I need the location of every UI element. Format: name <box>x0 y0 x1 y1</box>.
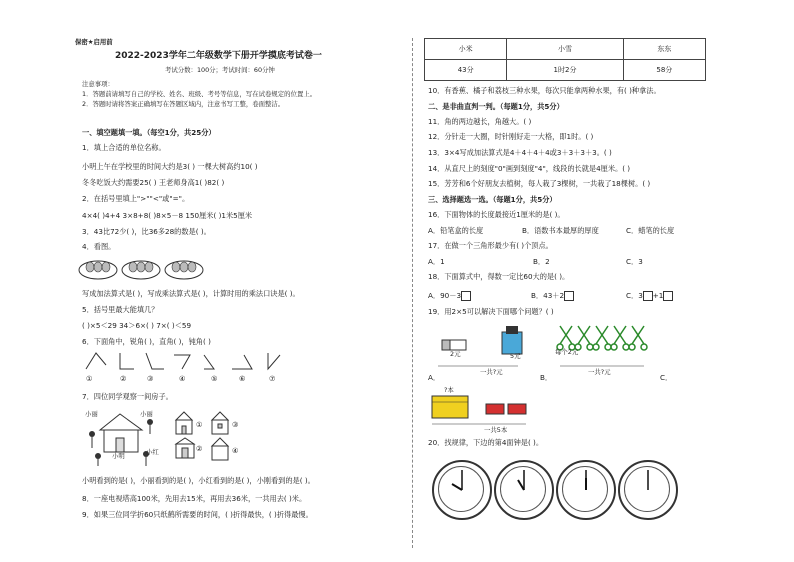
table-header-cell: 小雪 <box>507 39 623 60</box>
question-16-option-b: B．语数书本最厚的厚度 <box>522 226 599 235</box>
section-1-heading: 一、填空题填一填。（每空1分，共25分） <box>82 128 216 137</box>
clock-4 <box>618 460 678 520</box>
section-2-heading: 二、是非曲直判一判。（每题1分，共5分） <box>428 102 564 111</box>
kid-label-3: 小明 <box>112 452 125 460</box>
question-9: 9．如果三位同学折60只纸鹤所需要的时间，( )折得最快，( )折得最慢。 <box>82 510 313 519</box>
eraser-icon <box>442 340 466 350</box>
note-1: 1．答题前请填写自己的学校、姓名、班级、考号等信息，写在试卷规定的位置上。 <box>82 90 317 98</box>
question-16-option-c: C．蜡笔的长度 <box>626 226 675 235</box>
sharpener-icon <box>502 326 522 354</box>
exam-meta: 考试分数：100分；考试时间：60分钟 <box>165 66 275 74</box>
table-value-cell: 1时2分 <box>507 60 623 81</box>
plate-3 <box>165 261 203 279</box>
question-16: 16．下面物体的长度最接近1厘米的是( )。 <box>428 210 565 219</box>
question-18: 18．下面算式中，得数一定比60大的是( )。 <box>428 272 570 281</box>
question-4: 4．看图。 <box>82 242 116 251</box>
question-1: 1．填上合适的单位名称。 <box>82 143 166 152</box>
books-total-label: 一共5本 <box>484 426 508 434</box>
question-11: 11．角的两边越长，角越大。( ) <box>428 117 532 126</box>
clock-2 <box>494 460 554 520</box>
answer-box <box>564 291 574 301</box>
house-views <box>172 408 242 468</box>
question-1-row-b: 冬冬吃饭大约需要25( ) 王老师身高1( )82( ) <box>82 178 225 187</box>
time-table <box>424 38 706 81</box>
question-3: 3．43比72少( )，比36多28的数是( )。 <box>82 227 211 236</box>
view-label-2: ② <box>196 444 203 453</box>
kid-label-2: 小丽 <box>140 410 153 418</box>
section-3-heading: 三、选择题选一选。（每题1分，共5分） <box>428 195 557 204</box>
question-2-row: 4×4( )4+4 3×8+8( )8×5－8 150厘米( )1米5厘米 <box>82 211 253 220</box>
view-label-1: ① <box>196 420 203 429</box>
table-value-cell: 43分 <box>425 60 507 81</box>
answer-box <box>461 291 471 301</box>
question-5: 5．括号里最大能填几？ <box>82 305 159 314</box>
question-2: 2．在括号里填上">""<"或"="。 <box>82 194 190 203</box>
question-19-option-a: A． <box>428 373 441 382</box>
question-13: 13．3×4写成加法算式是4＋4＋4＋4或3＋3＋3＋3。( ) <box>428 148 612 157</box>
angle-label-1: ① <box>86 374 93 383</box>
column-divider <box>412 38 413 548</box>
notes-title: 注意事项： <box>82 80 114 88</box>
question-17: 17．在做一个三角形最少有( )个顶点。 <box>428 241 553 250</box>
table-value-cell: 58分 <box>623 60 705 81</box>
question-14: 14．从直尺上的刻度"0"画到刻度"4"，线段的长就是4厘米。( ) <box>428 164 631 173</box>
question-19: 19．用2×5可以解决下面哪个问题？( ) <box>428 307 554 316</box>
question-15: 15．芳芳和6个好朋友去植树，每人栽了3棵树，一共栽了18棵树。( ) <box>428 179 651 188</box>
question-10: 10．有香蕉、橘子和荔枝三种水果，每次只能拿两种水果，有( )种拿法。 <box>428 86 661 95</box>
angle-label-4: ④ <box>179 374 186 383</box>
angle-drawings <box>82 347 282 373</box>
answer-box <box>643 291 653 301</box>
question-17-option-c: C．3 <box>626 257 643 266</box>
pear-plates-illustration <box>78 252 208 282</box>
question-18-option-b: B．43＋2 <box>531 291 574 301</box>
angle-label-2: ② <box>120 374 127 383</box>
angle-label-7: ⑦ <box>269 374 276 383</box>
question-5-row: ( )×5＜29 34＞6×( ) 7×( )＜59 <box>82 321 192 330</box>
question-8: 8．一座电视塔高100米，先用去15米，再用去36米，一共用去( )米。 <box>82 494 307 503</box>
clock-3 <box>556 460 616 520</box>
sharpener-price: 5元 <box>510 352 521 360</box>
total-label-b: 一共?元 <box>588 368 611 376</box>
question-19-option-b: B． <box>540 373 553 382</box>
kid-label-4: 小红 <box>146 448 159 456</box>
books-unknown-label: ?本 <box>444 386 454 394</box>
question-1-row-a: 小明上午在学校里的时间大约是3( ) 一棵大树高约10( ) <box>82 162 258 171</box>
scissors-price: 每个2元 <box>555 348 579 356</box>
angle-label-6: ⑥ <box>239 374 246 383</box>
scissors-icon <box>557 326 647 350</box>
question-19-option-c: C． <box>660 373 673 382</box>
question-18-option-a: A．90－3 <box>428 291 471 301</box>
question-6: 6．下面角中，锐角( )，直角( )，钝角( ) <box>82 337 211 346</box>
total-label-a: 一共?元 <box>480 368 503 376</box>
table-header-cell: 东东 <box>623 39 705 60</box>
plate-2 <box>122 261 160 279</box>
note-2: 2．答题时请将答案正确填写在答题区域内，注意书写工整，卷面整洁。 <box>82 100 285 108</box>
question-17-option-b: B．2 <box>533 257 550 266</box>
question-18-option-c: C．3 +1 <box>626 291 673 301</box>
page-title: 2022-2023学年二年级数学下册开学摸底考试卷一 <box>115 51 322 61</box>
question-17-option-a: A．1 <box>428 257 445 266</box>
plate-1 <box>79 261 117 279</box>
eraser-price: 2元 <box>450 350 461 358</box>
table-header-cell: 小米 <box>425 39 507 60</box>
question-7-answer: 小明看到的是( )，小丽看到的是( )，小红看到的是( )，小刚看到的是( )。 <box>82 476 315 485</box>
kid-label-1: 小丽 <box>85 410 98 418</box>
question-4-answer: 写成加法算式是( )，写成乘法算式是( )，计算时用的乘法口诀是( )。 <box>82 289 300 298</box>
question-20: 20．找规律，下边的第4面钟是( )。 <box>428 438 544 447</box>
view-label-3: ③ <box>232 420 239 429</box>
angle-label-5: ⑤ <box>211 374 218 383</box>
secret-label: 保密★启用前 <box>75 38 113 46</box>
view-label-4: ④ <box>232 446 239 455</box>
question-7: 7．四位同学观察一间房子。 <box>82 392 173 401</box>
question-16-option-a: A．铅笔盒的长度 <box>428 226 484 235</box>
answer-box <box>663 291 673 301</box>
angle-label-3: ③ <box>147 374 154 383</box>
question-12: 12．分针走一大圈，时针刚好走一大格，即1时。( ) <box>428 132 594 141</box>
clock-1 <box>432 460 492 520</box>
